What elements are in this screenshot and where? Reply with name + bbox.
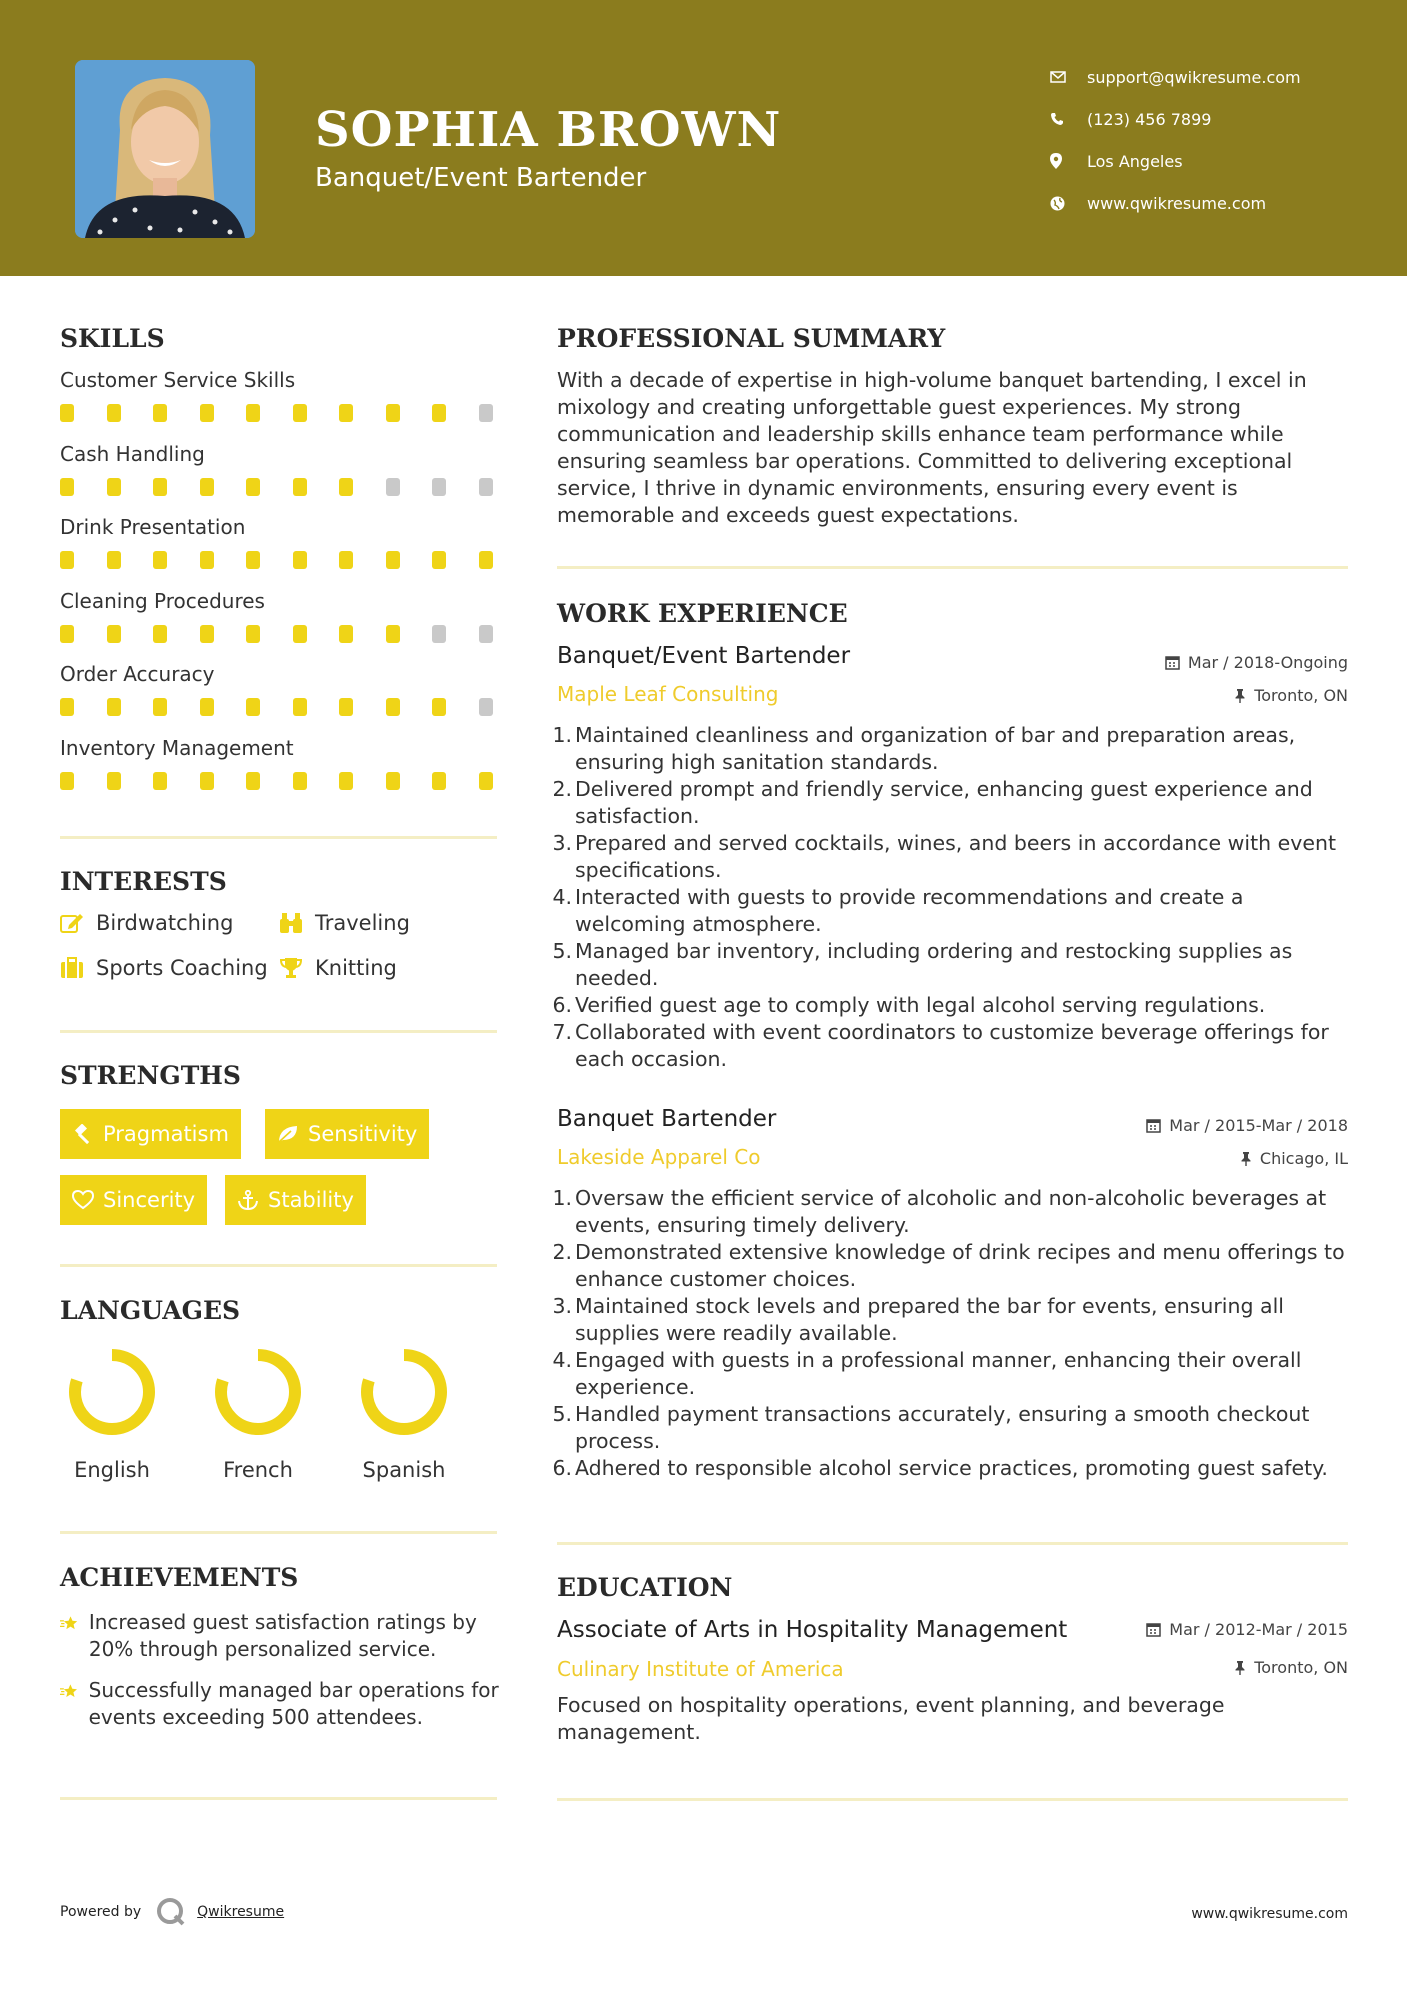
job-bullet: [551, 1347, 1351, 1401]
rating-dot: [293, 478, 307, 496]
interest-item: Birdwatching: [60, 911, 233, 935]
rating-dot: [386, 551, 400, 569]
bullet-text: Delivered prompt and friendly service, enhancing guest experience and satisfaction.: [575, 777, 1313, 828]
rating-dot: [153, 478, 167, 496]
rating-dot: [246, 551, 260, 569]
rating-dot: [246, 772, 260, 790]
divider: [60, 1797, 497, 1800]
bullet-text: Managed bar inventory, including ordering and restocking supplies as needed.: [575, 939, 1293, 990]
rating-dot: [293, 625, 307, 643]
gauge-arc: [75, 1355, 149, 1429]
rating-dot: [153, 404, 167, 422]
rating-dot: [432, 551, 446, 569]
strengths-heading: STRENGTHS: [60, 1061, 241, 1090]
pushpin-icon: [1240, 1151, 1252, 1166]
bullet-text: Maintained cleanliness and organization of bar and preparation areas, ensuring high sanitation standards.: [575, 723, 1296, 774]
divider: [557, 566, 1348, 569]
skill-label: Inventory Management: [60, 735, 294, 760]
bullet-text: Maintained stock levels and prepared the bar for events, ensuring all supplies were readily available.: [575, 1294, 1284, 1345]
skills-heading: SKILLS: [60, 324, 165, 353]
rating-dot: [60, 625, 74, 643]
candidate-name: SOPHIA BROWN: [315, 102, 782, 158]
degree-title: Associate of Arts in Hospitality Management: [557, 1617, 1068, 1643]
job-title: Banquet/Event Bartender: [557, 643, 851, 669]
star-icon: [60, 1609, 79, 1637]
rating-dot: [153, 698, 167, 716]
education-description: Focused on hospitality operations, event planning, and beverage management.: [557, 1693, 1225, 1744]
star-icon: [60, 1677, 79, 1705]
job-date: Mar / 2018-Ongoing: [1165, 653, 1348, 672]
language-gauge: [356, 1344, 452, 1440]
bullet-text: Prepared and served cocktails, wines, and beers in accordance with event specifications.: [575, 831, 1337, 882]
bullet-number: 1.: [552, 723, 572, 747]
rating-dot: [432, 698, 446, 716]
gauge-arc: [367, 1355, 441, 1429]
summary-text: With a decade of expertise in high-volume banquet bartending, I excel in mixology and creating unforgettable guest experiences. My strong communication and leadership skills enhance team performance while ensuring seamless bar operations. Committed to delivering exceptional service, I thrive in dynamic environments, ensuring every event is memorable and exceeds guest expectations.: [557, 368, 1307, 527]
language-label: English: [74, 1458, 150, 1482]
divider: [60, 1264, 497, 1267]
rating-dot: [386, 478, 400, 496]
phone-icon: [1050, 112, 1087, 126]
rating-dot: [107, 478, 121, 496]
bullet-number: 6.: [552, 1456, 572, 1480]
rating-dot: [200, 478, 214, 496]
interests-heading: INTERESTS: [60, 867, 227, 896]
skill-rating: [60, 404, 525, 422]
achievement-item: Increased guest satisfaction ratings by 20% through personalized service.: [60, 1609, 500, 1663]
rating-dot: [246, 698, 260, 716]
company-name: Lakeside Apparel Co: [557, 1145, 761, 1169]
trophy-icon: [279, 957, 303, 979]
bullet-number: 3.: [552, 1294, 572, 1318]
leaf-icon: [277, 1124, 299, 1144]
job-bullet: [551, 1455, 1351, 1482]
skill-label: Drink Presentation: [60, 515, 246, 539]
job-bullet: [551, 722, 1351, 776]
rating-dot: [200, 625, 214, 643]
rating-dot: [432, 478, 446, 496]
education-date: Mar / 2012-Mar / 2015: [1146, 1620, 1348, 1639]
bullet-number: 6.: [552, 993, 572, 1017]
rating-dot: [60, 772, 74, 790]
strength-badge: Sensitivity: [265, 1109, 429, 1159]
rating-dot: [339, 625, 353, 643]
rating-dot: [339, 478, 353, 496]
divider: [60, 836, 497, 839]
rating-dot: [386, 404, 400, 422]
gauge-arc: [221, 1355, 295, 1429]
candidate-title: Banquet/Event Bartender: [315, 163, 647, 193]
summary-heading: PROFESSIONAL SUMMARY: [557, 324, 946, 353]
bullet-text: Handled payment transactions accurately, ensuring a smooth checkout process.: [575, 1402, 1310, 1453]
language-label: Spanish: [362, 1458, 446, 1482]
skill-rating: [60, 551, 525, 569]
education-location: Toronto, ON: [1234, 1658, 1348, 1677]
job-title: Banquet Bartender: [557, 1106, 777, 1132]
briefcase-icon: [60, 957, 84, 979]
language-gauge: [64, 1344, 160, 1440]
skill-label: Cleaning Procedures: [60, 588, 265, 613]
rating-dot: [432, 404, 446, 422]
envelope-icon: [1050, 71, 1087, 83]
heart-icon: [72, 1190, 94, 1210]
contact-email[interactable]: support@qwikresume.com: [1050, 56, 1301, 98]
languages-heading: LANGUAGES: [60, 1296, 241, 1325]
rating-dot: [386, 772, 400, 790]
contact-list: [1050, 56, 1301, 224]
rating-dot: [200, 698, 214, 716]
job-bullet: [551, 776, 1351, 830]
contact-website[interactable]: www.qwikresume.com: [1050, 182, 1301, 224]
achievement-item: Successfully managed bar operations for events exceeding 500 attendees.: [60, 1677, 500, 1731]
rating-dot: [432, 625, 446, 643]
job-bullet: [551, 1293, 1351, 1347]
map-pin-icon: [1050, 153, 1087, 169]
bullet-text: Oversaw the efficient service of alcoholic and non-alcoholic beverages at events, ensuring timely delivery.: [575, 1186, 1327, 1237]
bullet-text: Interacted with guests to provide recommendations and create a welcoming atmosphere.: [575, 885, 1244, 936]
rating-dot: [246, 478, 260, 496]
globe-icon: [1050, 196, 1087, 211]
skill-rating: [60, 625, 525, 643]
job-bullet: [551, 1185, 1351, 1239]
language-item: [344, 1344, 464, 1482]
rating-dot: [246, 625, 260, 643]
gavel-icon: [72, 1124, 94, 1144]
contact-phone[interactable]: (123) 456 7899: [1050, 98, 1301, 140]
rating-dot: [107, 551, 121, 569]
bullet-number: 5.: [552, 1402, 572, 1426]
skill-label: Customer Service Skills: [60, 368, 296, 392]
rating-dot: [293, 698, 307, 716]
language-gauge: [210, 1344, 306, 1440]
rating-dot: [432, 772, 446, 790]
rating-dot: [107, 625, 121, 643]
company-name: Maple Leaf Consulting: [557, 682, 779, 706]
strength-badge: Pragmatism: [60, 1109, 241, 1159]
rating-dot: [339, 551, 353, 569]
calendar-icon: [1165, 655, 1180, 670]
language-item: [198, 1344, 318, 1482]
skill-rating: [60, 772, 525, 790]
bullet-number: 4.: [552, 885, 572, 909]
rating-dot: [60, 698, 74, 716]
bullet-number: 4.: [552, 1348, 572, 1372]
education-heading: EDUCATION: [557, 1573, 733, 1602]
job-bullet: [551, 1239, 1351, 1293]
divider: [557, 1798, 1348, 1801]
rating-dot: [479, 698, 493, 716]
rating-dot: [153, 625, 167, 643]
bullet-text: Verified guest age to comply with legal alcohol serving regulations.: [575, 993, 1266, 1017]
rating-dot: [386, 625, 400, 643]
job-date: Mar / 2015-Mar / 2018: [1146, 1116, 1348, 1135]
strength-badge: Stability: [225, 1175, 366, 1225]
bullet-text: Collaborated with event coordinators to customize beverage offerings for each occasion.: [575, 1020, 1329, 1071]
rating-dot: [479, 772, 493, 790]
bullet-number: 5.: [552, 939, 572, 963]
resume-header: [0, 0, 1407, 276]
profile-photo: [75, 60, 255, 238]
school-name: Culinary Institute of America: [557, 1657, 844, 1681]
rating-dot: [200, 551, 214, 569]
bullet-number: 1.: [552, 1186, 572, 1210]
skill-label: Cash Handling: [60, 441, 205, 466]
bullet-text: Engaged with guests in a professional manner, enhancing their overall experience.: [575, 1348, 1302, 1399]
bullet-text: Adhered to responsible alcohol service practices, promoting guest safety.: [575, 1456, 1328, 1480]
footer-powered-by: Powered by Qwikresume: [60, 1896, 284, 1928]
rating-dot: [339, 404, 353, 422]
rating-dot: [386, 698, 400, 716]
job-bullet: [551, 1401, 1351, 1455]
language-item: [52, 1344, 172, 1482]
anchor-icon: [237, 1190, 259, 1210]
binoculars-icon: [279, 912, 303, 934]
bullet-number: 2.: [552, 1240, 572, 1264]
interest-item: Sports Coaching: [60, 956, 268, 980]
rating-dot: [60, 404, 74, 422]
job-bullets: [551, 722, 1351, 1073]
rating-dot: [479, 404, 493, 422]
job-location: Chicago, IL: [1240, 1149, 1348, 1168]
rating-dot: [293, 772, 307, 790]
bullet-number: 7.: [552, 1020, 572, 1044]
rating-dot: [200, 404, 214, 422]
bullet-text: Demonstrated extensive knowledge of drink recipes and menu offerings to enhance customer choices.: [575, 1240, 1345, 1291]
bullet-number: 3.: [552, 831, 572, 855]
rating-dot: [60, 551, 74, 569]
language-label: French: [223, 1458, 293, 1482]
strength-badge: Sincerity: [60, 1175, 207, 1225]
rating-dot: [153, 772, 167, 790]
interest-item: Traveling: [279, 911, 410, 935]
pushpin-icon: [1234, 688, 1246, 703]
pushpin-icon: [1234, 1660, 1246, 1675]
achievements-heading: ACHIEVEMENTS: [60, 1563, 299, 1592]
job-bullets: [551, 1185, 1351, 1482]
experience-heading: WORK EXPERIENCE: [557, 599, 848, 628]
rating-dot: [339, 698, 353, 716]
job-bullet: [551, 992, 1351, 1019]
rating-dot: [107, 698, 121, 716]
calendar-icon: [1146, 1118, 1161, 1133]
interest-item: Knitting: [279, 956, 397, 980]
divider: [60, 1030, 497, 1033]
rating-dot: [200, 772, 214, 790]
rating-dot: [60, 478, 74, 496]
skill-label: Order Accuracy: [60, 662, 215, 686]
rating-dot: [107, 404, 121, 422]
rating-dot: [293, 404, 307, 422]
divider: [60, 1531, 497, 1534]
footer-website[interactable]: www.qwikresume.com: [1191, 1906, 1348, 1922]
job-bullet: [551, 884, 1351, 938]
calendar-icon: [1146, 1622, 1161, 1637]
rating-dot: [153, 551, 167, 569]
job-bullet: [551, 1019, 1351, 1073]
qwikresume-logo-icon: [155, 1896, 187, 1928]
rating-dot: [293, 551, 307, 569]
job-bullet: [551, 938, 1351, 992]
skill-rating: [60, 478, 525, 496]
job-location: Toronto, ON: [1234, 686, 1348, 705]
brand-link[interactable]: Qwikresume: [197, 1904, 285, 1920]
rating-dot: [246, 404, 260, 422]
rating-dot: [107, 772, 121, 790]
divider: [557, 1542, 1348, 1545]
rating-dot: [479, 551, 493, 569]
rating-dot: [479, 625, 493, 643]
job-bullet: [551, 830, 1351, 884]
pencil-square-icon: [60, 912, 84, 934]
skill-rating: [60, 698, 525, 716]
rating-dot: [339, 772, 353, 790]
contact-location: Los Angeles: [1050, 140, 1301, 182]
bullet-number: 2.: [552, 777, 572, 801]
rating-dot: [479, 478, 493, 496]
